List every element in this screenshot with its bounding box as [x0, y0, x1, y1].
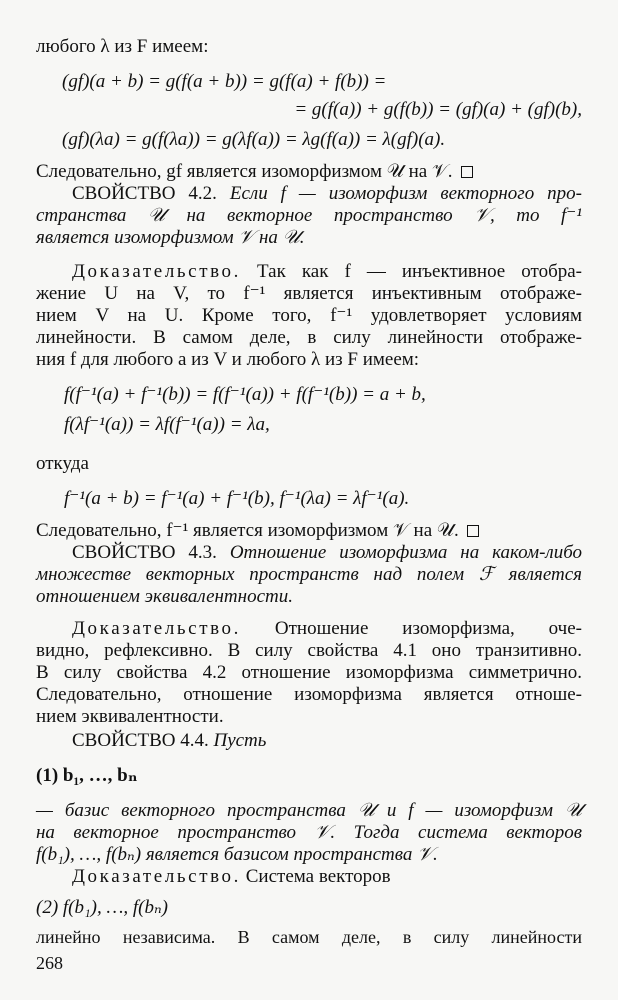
property-statement-line: является изоморфизмом 𝒱 на 𝒰. — [36, 227, 305, 248]
text-line: жение U на V, то f⁻¹ является инъективным отображе- — [36, 283, 582, 304]
formula-line: f(λf⁻¹(a)) = λf(f⁻¹(a)) = λa, — [64, 414, 270, 435]
qed-square-icon — [467, 525, 479, 537]
formula-line: (gf)(a + b) = g(f(a + b)) = g(f(a) + f(b)) = — [62, 71, 387, 92]
proof-header-line: Доказательство. Отношение изоморфизма, оче- — [72, 618, 582, 639]
text-line: нием V на U. Кроме того, f⁻¹ удовлетворяет условиям — [36, 305, 582, 326]
proof-header-line: Доказательство. Система векторов — [72, 866, 391, 887]
property-4-3-header: СВОЙСТВО 4.3. Отношение изоморфизма на каком-либо — [72, 542, 583, 563]
formula-line: (1) b₁, …, bₙ — [36, 765, 138, 786]
conclusion-line: Следовательно, f⁻¹ является изоморфизмом 𝒱 на 𝒰. — [36, 520, 582, 542]
page-number: 268 — [36, 953, 63, 973]
formula-line: f(f⁻¹(a) + f⁻¹(b)) = f(f⁻¹(a)) + f(f⁻¹(b)) = a + b, — [64, 384, 426, 405]
formula-line: (gf)(λa) = g(f(λa)) = g(λf(a)) = λg(f(a)) = λ(gf)(a). — [62, 129, 446, 150]
text-line: видно, рефлексивно. В силу свойства 4.1 оно транзитивно. — [36, 640, 582, 661]
property-statement-line: f(b₁), …, f(bₙ) является базисом пространства 𝒱. — [36, 844, 438, 865]
text-line: линейно независима. В самом деле, в силу линейности — [36, 927, 582, 947]
text-line: линейности. В самом деле, в силу линейности отображе- — [36, 327, 582, 348]
text-line: любого λ из F имеем: — [36, 36, 209, 57]
proof-header-line: Доказательство. Так как f — инъективное отобра- — [72, 261, 582, 282]
text-line: откуда — [36, 453, 89, 474]
property-statement-line: странства 𝒰 на векторное пространство 𝒱, то f⁻¹ — [36, 205, 582, 226]
property-4-2-header: СВОЙСТВО 4.2. Если f — изоморфизм векторного про- — [72, 183, 582, 204]
text-line: нием эквивалентности. — [36, 706, 224, 727]
text-line: В силу свойства 4.2 отношение изоморфизма симметрично. — [36, 662, 582, 683]
qed-square-icon — [461, 166, 473, 178]
formula-line: = g(f(a)) + g(f(b)) = (gf)(a) + (gf)(b), — [294, 99, 582, 120]
property-statement-line: отношением эквивалентности. — [36, 586, 293, 607]
property-statement-line: на векторное пространство 𝒱. Тогда система векторов — [36, 822, 582, 843]
text-line: ния f для любого a из V и любого λ из F имеем: — [36, 349, 420, 370]
formula-line: (2) f(b₁), …, f(bₙ) — [36, 897, 168, 918]
property-4-4-header: СВОЙСТВО 4.4. Пусть — [72, 730, 267, 751]
formula-line: f⁻¹(a + b) = f⁻¹(a) + f⁻¹(b), f⁻¹(λa) = λf⁻¹(a). — [64, 488, 410, 509]
property-statement-line: — базис векторного пространства 𝒰 и f — изоморфизм 𝒰 — [36, 800, 582, 821]
text-line: Следовательно, отношение изоморфизма является отноше- — [36, 684, 582, 705]
conclusion-line: Следовательно, gf является изоморфизмом 𝒰 на 𝒱. — [36, 161, 582, 183]
property-statement-line: множестве векторных пространств над полем ℱ является — [36, 564, 582, 585]
